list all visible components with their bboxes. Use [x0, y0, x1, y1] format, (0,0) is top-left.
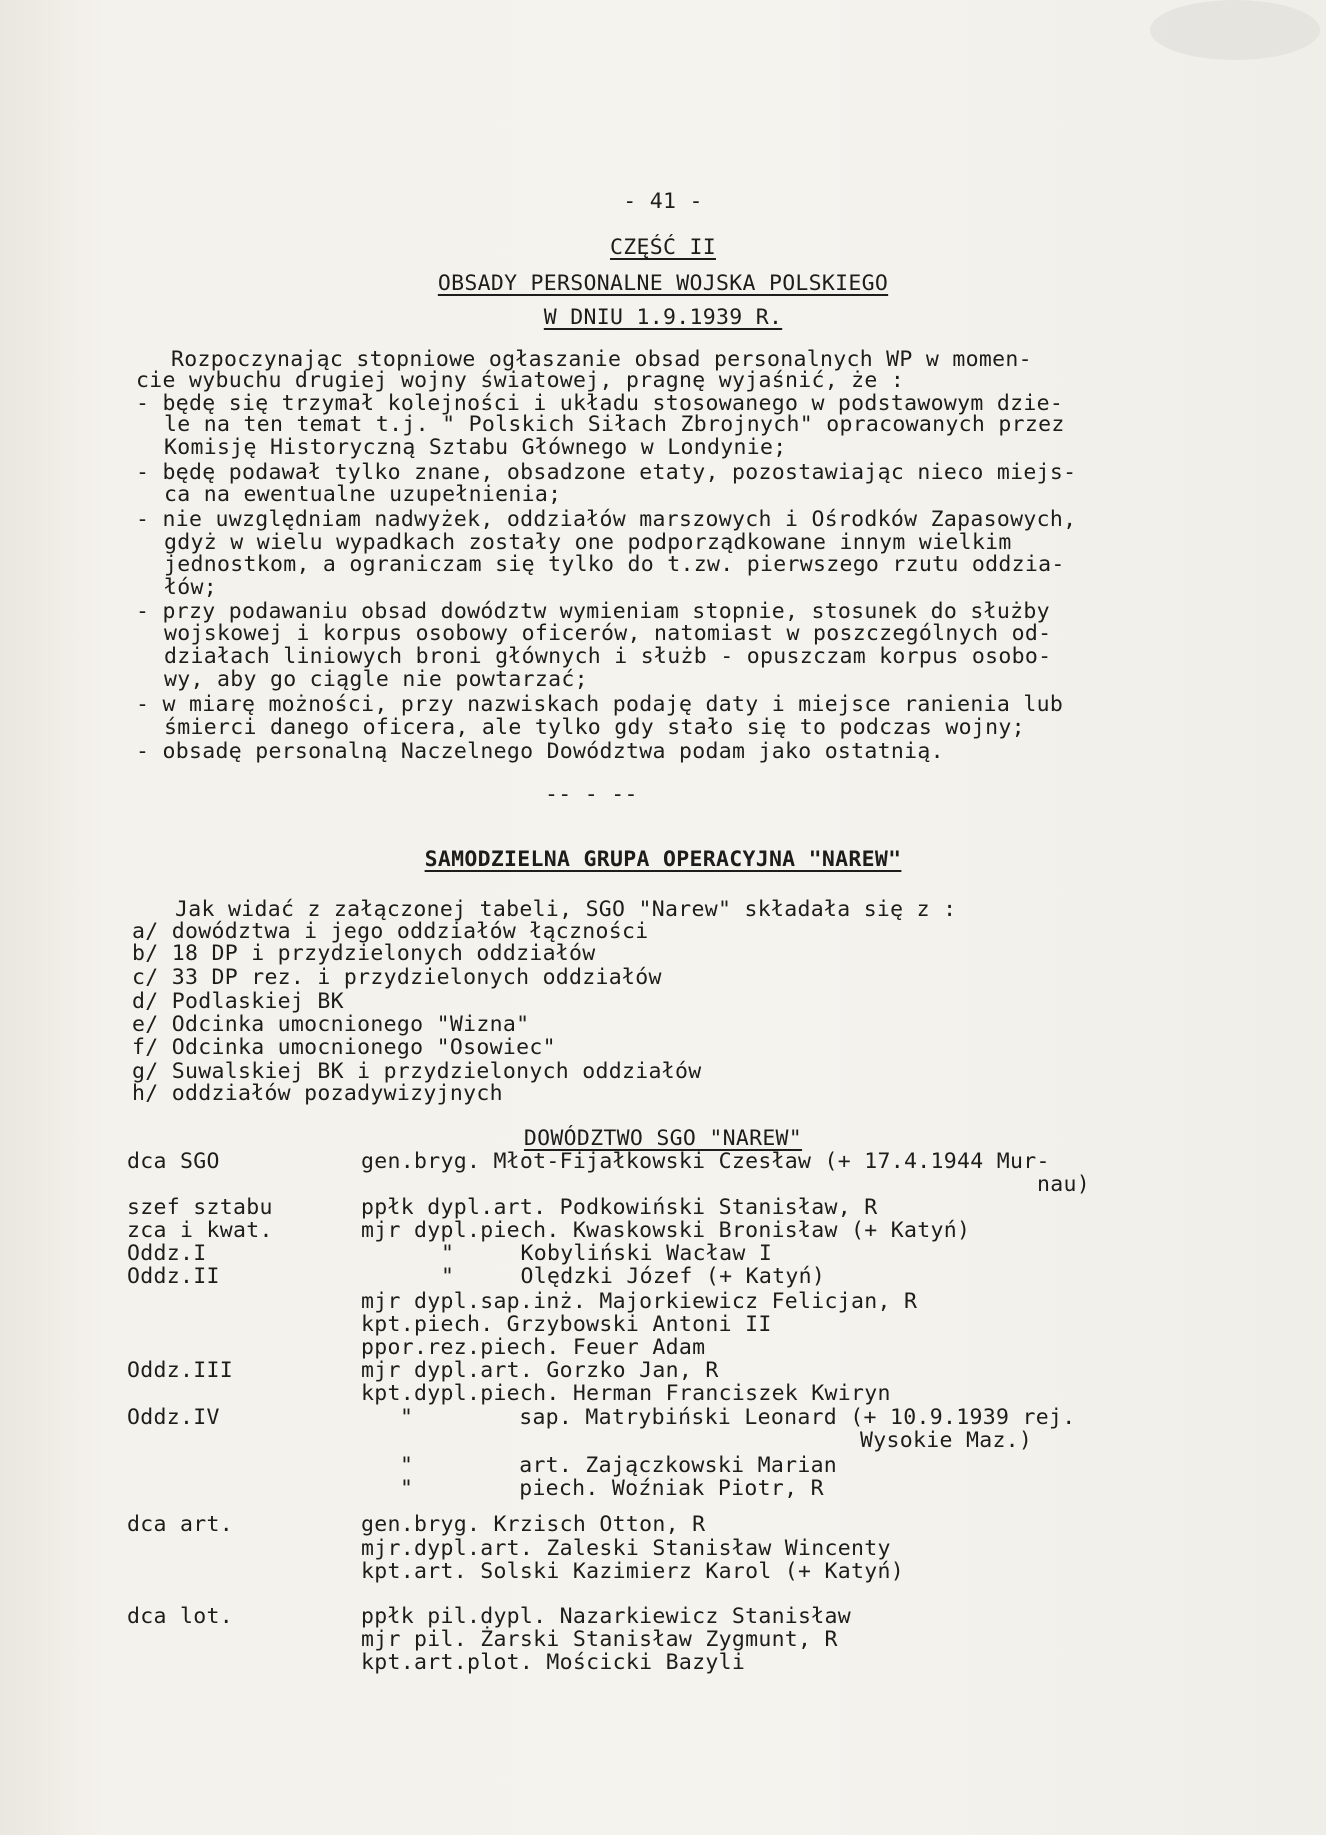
intro-line: działach liniowych broni głównych i służb - opuszczam korpus osobo- — [164, 644, 1052, 669]
staff-entry: " Olędzki Józef (+ Katyń) — [441, 1264, 826, 1289]
staff-entry: " art. Zajączkowski Marian — [400, 1453, 838, 1478]
hq-title: DOWÓDZTWO SGO "NAREW" — [523, 1126, 803, 1151]
staff-entry: kpt.art. Solski Kazimierz Karol (+ Katyń) — [361, 1559, 905, 1584]
intro-line: - będę podawał tylko znane, obsadzone etaty, pozostawiając nieco miejs- — [136, 460, 1077, 485]
staff-entry: kpt.art.plot. Mościcki Bazyli — [361, 1650, 746, 1675]
staff-entry: " sap. Matrybiński Leonard (+ 10.9.1939 rej. — [400, 1405, 1076, 1430]
composition-intro: Jak widać z załączonej tabeli, SGO "Narew" składała się z : — [175, 897, 957, 922]
staff-label: dca art. — [127, 1512, 233, 1537]
staff-entry: ppłk dypl.art. Podkowiński Stanisław, R — [361, 1195, 878, 1220]
date-line: W DNIU 1.9.1939 R. — [543, 305, 783, 330]
staff-entry: kpt.dypl.piech. Herman Franciszek Kwiryn — [361, 1381, 891, 1406]
part-heading: CZĘŚĆ II — [610, 235, 716, 260]
intro-line: cie wybuchu drugiej wojny światowej, pragnę wyjaśnić, że : — [136, 368, 905, 393]
composition-item: g/ Suwalskiej BK i przydzielonych oddziałów — [132, 1059, 702, 1084]
intro-line: - nie uwzględniam nadwyżek, oddziałów marszowych i Ośrodków Zapasowych, — [136, 507, 1077, 532]
intro-line: łów; — [164, 575, 217, 600]
staff-label: Oddz.I — [127, 1241, 207, 1266]
staff-entry: gen.bryg. Młot-Fijałkowski Czesław (+ 17.4.1944 Mur- — [361, 1149, 1050, 1174]
staff-entry: mjr dypl.art. Gorzko Jan, R — [361, 1358, 719, 1383]
staff-entry: nau) — [1037, 1172, 1090, 1197]
composition-item: f/ Odcinka umocnionego "Osowiec" — [132, 1035, 556, 1060]
staff-entry: Wysokie Maz.) — [860, 1428, 1033, 1453]
staff-entry: kpt.piech. Grzybowski Antoni II — [361, 1312, 772, 1337]
staff-entry: mjr.dypl.art. Zaleski Stanisław Wincenty — [361, 1536, 891, 1561]
staff-label: dca SGO — [127, 1149, 220, 1174]
separator: -- - -- — [545, 782, 638, 807]
intro-line: wy, aby go ciągle nie powtarzać; — [164, 667, 588, 692]
intro-line: - obsadę personalną Naczelnego Dowództwa podam jako ostatnią. — [136, 739, 944, 764]
composition-item: a/ dowództwa i jego oddziałów łączności — [132, 919, 649, 944]
staff-entry: " piech. Woźniak Piotr, R — [400, 1476, 824, 1501]
intro-line: ca na ewentualne uzupełnienia; — [164, 482, 562, 507]
staff-entry: mjr pil. Żarski Stanisław Zygmunt, R — [361, 1627, 838, 1652]
composition-item: c/ 33 DP rez. i przydzielonych oddziałów — [132, 965, 662, 990]
intro-line: gdyż w wielu wypadkach zostały one podporządkowane innym wielkim — [164, 530, 1012, 555]
page-number: - 41 - — [623, 189, 703, 214]
staff-entry: " Kobyliński Wacław I — [441, 1241, 773, 1266]
staff-label: dca lot. — [127, 1604, 233, 1629]
staff-entry: ppłk pil.dypl. Nazarkiewicz Stanisław — [361, 1604, 852, 1629]
intro-line: śmierci danego oficera, ale tylko gdy stało się to podczas wojny; — [164, 715, 1025, 740]
staff-label: Oddz.IV — [127, 1405, 220, 1430]
composition-item: h/ oddziałów pozadywizyjnych — [132, 1081, 503, 1106]
intro-line: - będę się trzymał kolejności i układu stosowanego w podstawowym dzie- — [136, 391, 1064, 416]
intro-line: jednostkom, a ograniczam się tylko do t.zw. pierwszego rzutu oddzia- — [164, 552, 1065, 577]
intro-line: wojskowej i korpus osobowy oficerów, natomiast w poszczególnych od- — [164, 621, 1052, 646]
composition-item: b/ 18 DP i przydzielonych oddziałów — [132, 941, 596, 966]
staff-entry: gen.bryg. Krzisch Otton, R — [361, 1512, 706, 1537]
composition-item: e/ Odcinka umocnionego "Wizna" — [132, 1012, 530, 1037]
staff-label: Oddz.II — [127, 1264, 220, 1289]
intro-line: - przy podawaniu obsad dowództw wymieniam stopnie, stosunek do służby — [136, 599, 1050, 624]
intro-line: Komisję Historyczną Sztabu Głównego w Londynie; — [164, 435, 787, 460]
section-title: SAMODZIELNA GRUPA OPERACYJNA "NAREW" — [424, 847, 902, 872]
staff-entry: mjr dypl.piech. Kwaskowski Bronisław (+ Katyń) — [361, 1218, 971, 1243]
document-title: OBSADY PERSONALNE WOJSKA POLSKIEGO — [437, 271, 889, 296]
intro-line: Rozpoczynając stopniowe ogłaszanie obsad personalnych WP w momen- — [171, 347, 1032, 372]
staff-label: Oddz.III — [127, 1358, 233, 1383]
staff-entry: mjr dypl.sap.inż. Majorkiewicz Felicjan, R — [361, 1289, 918, 1314]
staff-entry: ppor.rez.piech. Feuer Adam — [361, 1335, 706, 1360]
staff-label: szef sztabu — [127, 1195, 273, 1220]
intro-line: - w miarę możności, przy nazwiskach podaję daty i miejsce ranienia lub — [136, 692, 1064, 717]
composition-item: d/ Podlaskiej BK — [132, 989, 344, 1014]
intro-line: le na ten temat t.j. " Polskich Siłach Zbrojnych" opracowanych przez — [164, 412, 1065, 437]
staff-label: zca i kwat. — [127, 1218, 273, 1243]
